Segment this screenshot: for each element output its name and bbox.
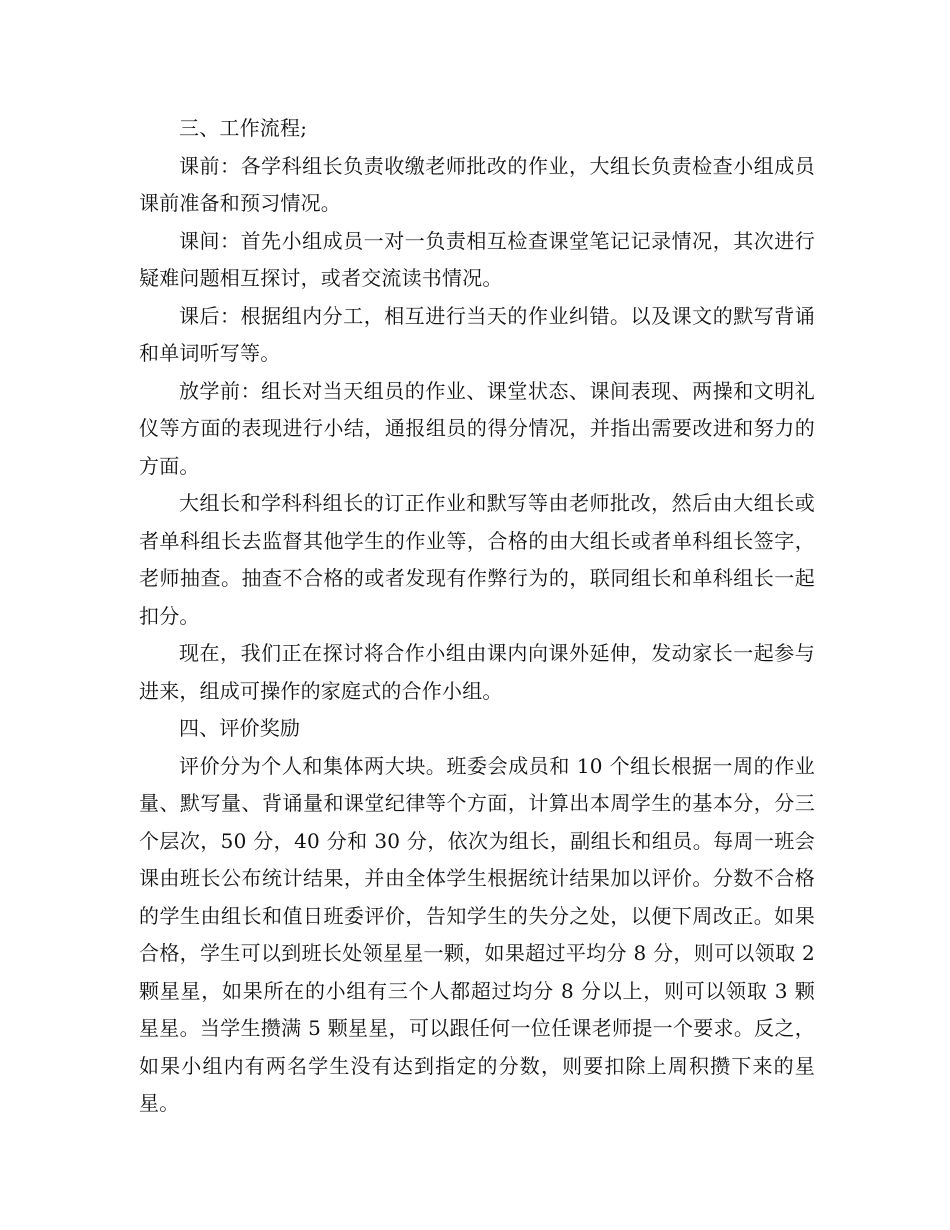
paragraph-after-class: 课后：根据组内分工，相互进行当天的作业纠错。以及课文的默写背诵和单词听写等。	[139, 303, 815, 365]
paragraph-before-dismissal: 放学前：组长对当天组员的作业、课堂状态、课间表现、两操和文明礼仪等方面的表现进行小结，通报组员的得分情况，并指出需要改进和努力的方面。	[139, 378, 815, 478]
section-heading-evaluation: 四、评价奖励	[179, 716, 301, 740]
paragraph-extension: 现在，我们正在探讨将合作小组由课内向课外延伸，发动家长一起参与进来，组成可操作的家庭式的合作小组。	[139, 641, 815, 703]
paragraph-corrections: 大组长和学科科组长的订正作业和默写等由老师批改，然后由大组长或者单科组长去监督其他学生的作业等，合格的由大组长或者单科组长签字，老师抽查。抽查不合格的或者发现有作弊行为的，联同组长和单科组长一起扣分。	[139, 491, 815, 628]
paragraph-before-class: 课前：各学科组长负责收缴老师批改的作业，大组长负责检查小组成员课前准备和预习情况。	[139, 153, 815, 215]
section-heading-workflow: 三、工作流程;	[179, 116, 308, 140]
document-body	[139, 110, 815, 1123]
paragraph-between-classes: 课间：首先小组成员一对一负责相互检查课堂笔记记录情况，其次进行疑难问题相互探讨，或者交流读书情况。	[139, 228, 815, 290]
paragraph-evaluation-rules: 评价分为个人和集体两大块。班委会成员和 10 个组长根据一周的作业量、默写量、背诵量和课堂纪律等个方面，计算出本周学生的基本分，分三个层次，50 分，40 分和 30 分，依次为组长，副组长和组员。每周一班会课由班长公布统计结果，并由全体学生根据统计结果加以评价。分数不合格的学生由组长和值日班委评价，告知学生的失分之处，以便下周改正。如果合格，学生可以到班长处领星星一颗，如果超过平均分 8 分，则可以领取 2 颗星星，如果所在的小组有三个人都超过均分 8 分以上，则可以领取 3 颗星星。当学生攒满 5 颗星星，可以跟任何一位任课老师提一个要求。反之，如果小组内有两名学生没有达到指定的分数，则要扣除上周积攒下来的星星。	[139, 753, 815, 1115]
